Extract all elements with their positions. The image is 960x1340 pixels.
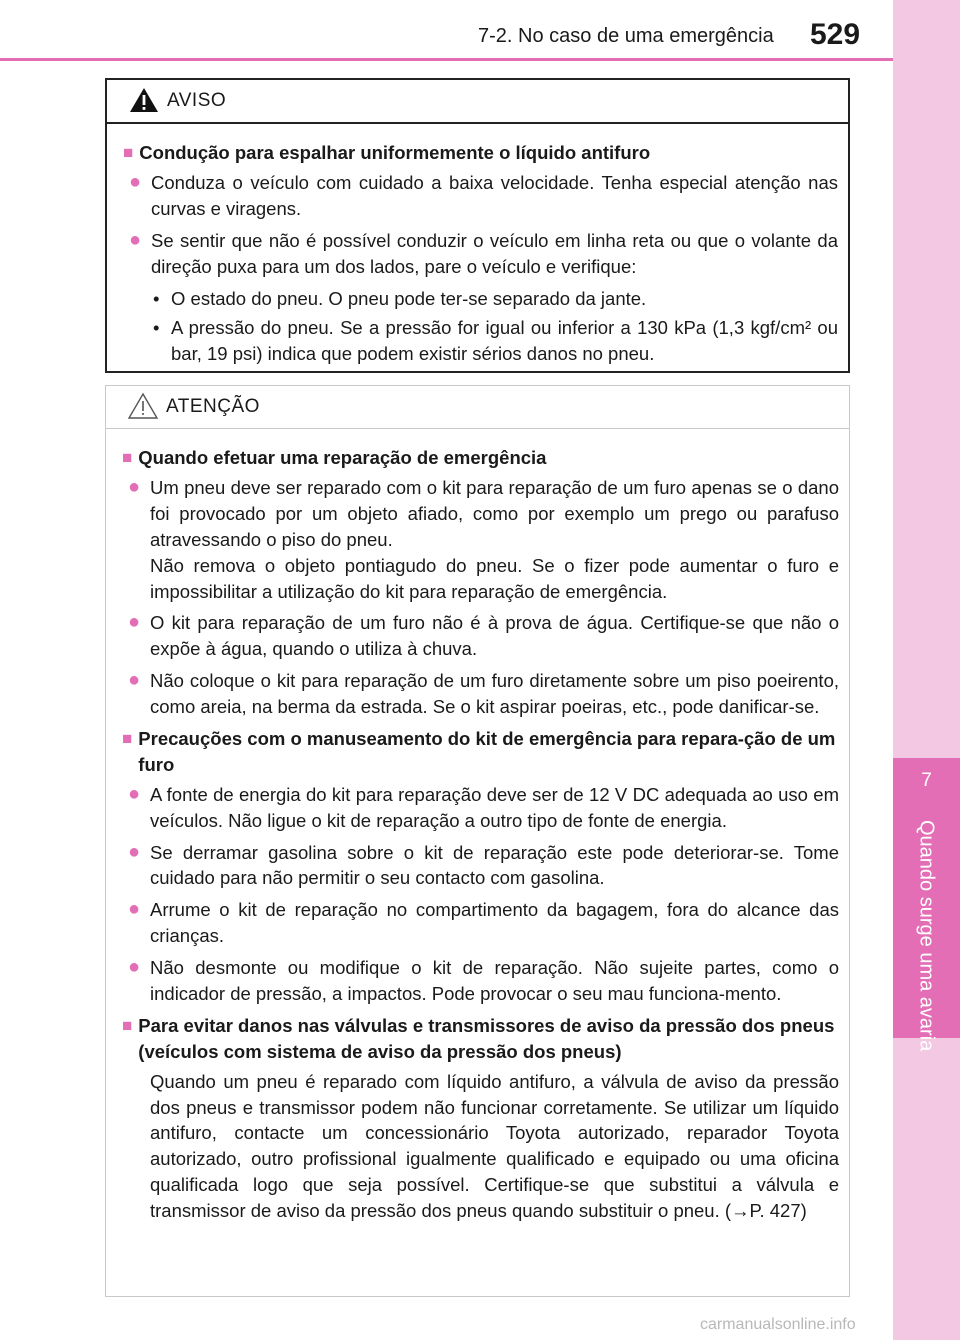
circle-bullet-icon: ● [128,476,141,498]
square-bullet-icon: ■ [123,143,134,162]
warning-box [105,78,850,373]
caution-bullet: ● O kit para reparação de um furo não é à prova de água. Certifique-se que não o expõe à água, quando o utiliza à chuva. [128,611,839,660]
circle-bullet-icon: ● [128,898,141,921]
circle-bullet-icon: ● [128,669,141,692]
watermark: carmanualsonline.info [700,1316,856,1333]
section-title: 7-2. No caso de uma emergência [478,25,774,47]
warning-sub-bullet: • A pressão do pneu. Se a pressão for igual ou inferior a 130 kPa (1,3 kgf/cm² ou bar, 19 psi) indica que podem existir sérios danos no pneu. [153,317,838,365]
chapter-side-tab [893,0,960,1340]
caution-triangle-icon [128,392,158,425]
circle-bullet-icon: ● [128,956,141,979]
caution-heading: ■ Precauções com o manuseamento do kit de emergência para repara-ção de um furo [122,728,836,775]
warning-heading: ■ Condução para espalhar uniformemente o líquido antifuro [123,140,838,166]
caution-bullet: ● Não desmonte ou modifique o kit de reparação. Não sujeite partes, como o indicador de pressão, a impactos. Pode provocar o seu mau funciona-mento. [128,956,839,1005]
circle-bullet-icon: ● [128,611,141,634]
caution-bullet: ● Um pneu deve ser reparado com o kit para reparação de um furo apenas se o dano foi provocado por um objeto afiado, como por exemplo um prego ou parafuso atravessando o piso do pneu. Não remova o objeto pontiagudo do pneu. Se o fizer pode aumentar o furo e impossibilitar a utilização do kit para reparação de emergência. [128,476,839,602]
caution-bullet: ● Arrume o kit de reparação no compartimento da bagagem, fora do alcance das crianças. [128,898,839,947]
circle-bullet-icon: ● [128,840,141,863]
warning-sub-bullet: • O estado do pneu. O pneu pode ter-se separado da jante. [153,287,647,309]
caution-box [105,385,850,1297]
warning-bullet: ● Conduza o veículo com cuidado a baixa velocidade. Tenha especial atenção nas curvas e viragens. [129,171,838,219]
warning-triangle-icon [129,86,159,119]
caution-header [106,386,849,429]
circle-bullet-icon: ● [128,782,141,805]
caution-heading: ■ Para evitar danos nas válvulas e transmissores de aviso da pressão dos pneus (veículos com sistema de aviso da pressão dos pneus) [122,1014,835,1062]
square-bullet-icon: ■ [122,448,133,467]
caution-label: ATENÇÃO [166,396,260,417]
square-bullet-icon: ■ [122,1015,133,1035]
circle-bullet-icon: ● [129,228,142,251]
warning-bullet: ● Se sentir que não é possível conduzir o veículo em linha reta ou que o volante da direção puxa para um dos lados, pare o veículo e verifique: [129,228,838,277]
caution-bullet: ● A fonte de energia do kit para reparação deve ser de 12 V DC adequada ao uso em veículos. Não ligue o kit de reparação a outro tipo de fonte de energia. [128,782,839,831]
caution-bullet: ● Não coloque o kit para reparação de um furo diretamente sobre um piso poeirento, como areia, na berma da estrada. Se o kit aspirar poeiras, etc., pode danificar-se. [128,669,839,718]
circle-bullet-icon: ● [129,171,142,193]
page-header [0,0,893,60]
header-rule [0,58,893,61]
chapter-title: Quando surge uma avaria [915,820,938,1052]
warning-header [107,80,848,124]
chapter-number: 7 [921,770,932,791]
square-bullet-icon: ■ [122,729,133,749]
page-number: 529 [810,18,861,51]
warning-label: AVISO [167,90,227,111]
caution-heading: ■ Quando efetuar uma reparação de emergência [122,445,839,471]
caution-paragraph: Quando um pneu é reparado com líquido antifuro, a válvula de aviso da pressão dos pneus e transmissor podem não funcionar corretamente. Se utilizar um líquido antifuro, contacte um concessionário Toyota autorizado, reparador Toyota autorizado, outro profissional igualmente qualificado e equipado ou uma oficina qualificada logo que seja possível. Certifique-se que substitui a válvula e transmissor de aviso da pressão dos pneus quando substituir o pneu. (→P. 427) [150,1070,839,1222]
caution-bullet: ● Se derramar gasolina sobre o kit de reparação este pode deteriorar-se. Tome cuidado para não permitir o seu contacto com gasolina. [128,840,839,889]
